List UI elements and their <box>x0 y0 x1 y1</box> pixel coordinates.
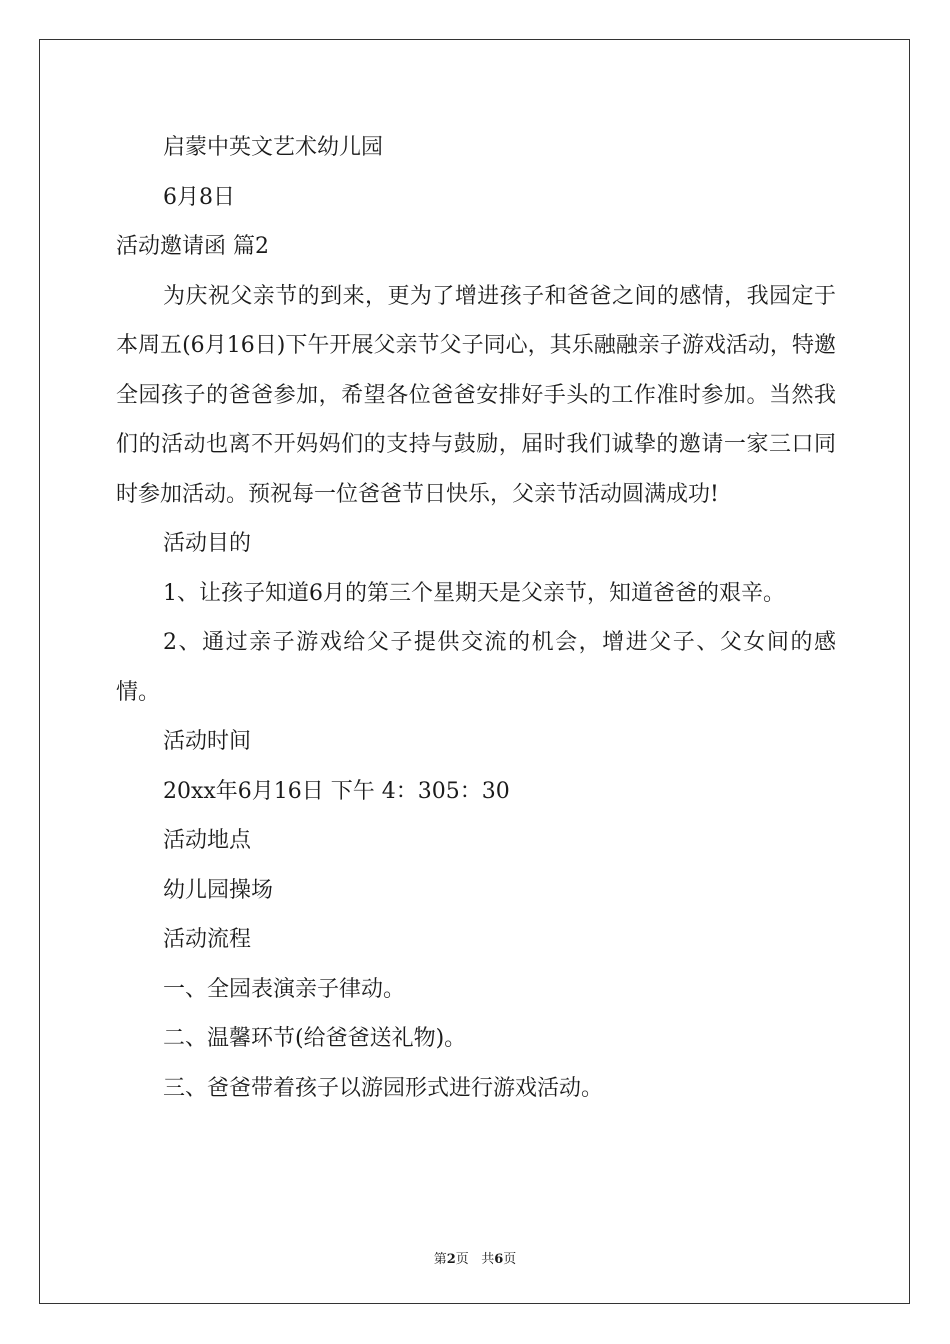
purpose-item-2: 2、通过亲子游戏给父子提供交流的机会，增进父子、父女间的感情。 <box>116 630 836 705</box>
process-item-3: 三、爸爸带着孩子以游园形式进行游戏活动。 <box>163 1075 604 1101</box>
place-title: 活动地点 <box>163 828 252 853</box>
page-total: 6 <box>494 1252 504 1267</box>
page-prefix: 第 <box>433 1252 447 1267</box>
purpose-item-1: 1、让孩子知道6月的第三个星期天是父亲节，知道爸爸的艰辛。 <box>163 580 785 606</box>
intro-paragraph: 为庆祝父亲节的到来，更为了增进孩子和爸爸之间的感情，我园定于本周五(6月16日)下午开展父亲节父子同心，其乐融融亲子游戏活动，特邀全园孩子的爸爸参加，希望各位爸爸安排好手头的工作准时参加。当然我们的活动也离不开妈妈们的支持与鼓励，届时我们诚挚的邀请一家三口同时参加活动。预祝每一位爸爸节日快乐，父亲节活动圆满成功! <box>116 283 836 507</box>
page-footer <box>0 1248 950 1267</box>
section-heading: 活动邀请函 篇2 <box>116 234 269 259</box>
time-title: 活动时间 <box>163 729 252 754</box>
total-prefix: 共 <box>481 1252 495 1267</box>
page-suffix: 页 <box>455 1252 469 1267</box>
time-value: 20xx年6月16日 下午 4：305：30 <box>163 778 510 804</box>
total-suffix: 页 <box>503 1252 517 1267</box>
process-title: 活动流程 <box>163 927 252 952</box>
school-name: 启蒙中英文艺术幼儿园 <box>163 135 384 160</box>
process-item-1: 一、全园表演亲子律动。 <box>163 976 406 1002</box>
page-current: 2 <box>446 1252 456 1267</box>
document-body <box>116 123 836 1113</box>
purpose-title: 活动目的 <box>163 531 252 556</box>
process-item-2: 二、温馨环节(给爸爸送礼物)。 <box>163 1026 467 1051</box>
letter-date: 6月8日 <box>163 184 235 210</box>
place-value: 幼儿园操场 <box>163 877 274 903</box>
